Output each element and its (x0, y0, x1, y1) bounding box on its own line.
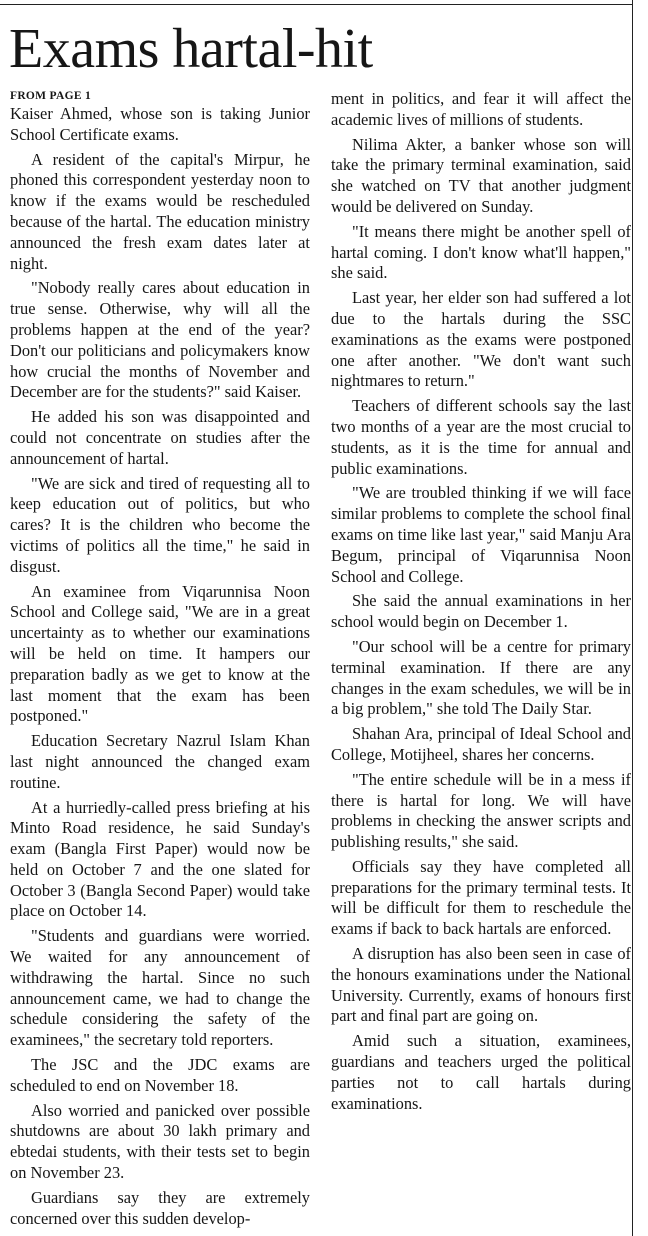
paragraph: He added his son was disappointed and could not concentrate on studies after the announcement of hartal. (10, 407, 310, 468)
paragraph: Kaiser Ahmed, whose son is taking Junior School Certificate exams. (10, 104, 310, 144)
paragraph: Last year, her elder son had suffered a lot due to the hartals during the SSC examinations as the exams were postponed one after another. "We don't want such nightmares to return." (331, 288, 631, 391)
paragraph: Officials say they have completed all preparations for the primary terminal tests. It will be difficult for them to reschedule the exams if back to back hartals are enforced. (331, 856, 631, 939)
paragraph: At a hurriedly-called press briefing at his Minto Road residence, he said Sunday's exam (Bangla First Paper) would now be held on October 7 and the one slated for October 3 (Bangla Second Paper) would take place on October 14. (10, 797, 310, 921)
paragraph: The JSC and the JDC exams are scheduled to end on November 18. (10, 1055, 310, 1095)
column-border-rule (632, 0, 633, 1236)
paragraph: "Students and guardians were worried. We waited for any announcement of withdrawing the hartal. Since no such announcement came, we had to change the schedule considering the safety of the examinees," the secretary told reporters. (10, 926, 310, 1050)
article-column-left (10, 89, 310, 1233)
paragraph: "Our school will be a centre for primary terminal examination. If there are any changes in the exam schedules, we will be in a big problem," she told The Daily Star. (331, 636, 631, 719)
paragraph: Amid such a situation, examinees, guardians and teachers urged the political parties not to call hartals during examinations. (331, 1031, 631, 1113)
paragraph: Nilima Akter, a banker whose son will take the primary terminal examination, said she watched on TV that another judgment would be delivered on Sunday. (331, 134, 631, 216)
paragraph-continued: Guardians say they are extremely concerned over this sudden develop- (10, 1187, 310, 1228)
paragraph: An examinee from Viqarunnisa Noon School and College said, "We are in a great uncertainty as to whether our examinations will be held on time. It hampers our preparation badly as we get to know at the last moment that the exam has been postponed." (10, 581, 310, 726)
paragraph: Teachers of different schools say the last two months of a year are the most crucial to students, as it is the time for annual and public examinations. (331, 396, 631, 478)
paragraph: A disruption has also been seen in case of the honours examinations under the National University. Currently, exams of honours first part and final part are going on. (331, 944, 631, 1026)
paragraph: She said the annual examinations in her school would begin on December 1. (331, 591, 631, 632)
headline: Exams hartal-hit (9, 18, 373, 80)
top-border-rule (0, 4, 632, 5)
article-column-right (331, 89, 631, 1118)
paragraph: Also worried and panicked over possible shutdowns are about 30 lakh primary and ebtedai students, with their tests set to begin on November 23. (10, 1100, 310, 1183)
dateline: FROM PAGE 1 (10, 90, 92, 102)
paragraph: "Nobody really cares about education in true sense. Otherwise, why will all the problems happen at the end of the year? Don't our politicians and policymakers know how crucial the months of November and December are for the students?" said Kaiser. (10, 278, 310, 402)
paragraph: "The entire schedule will be in a mess if there is hartal for long. We will have problems in checking the answer scripts and publishing results," she said. (331, 769, 631, 852)
paragraph: "It means there might be another spell of hartal coming. I don't know what'll happen," she said. (331, 221, 631, 283)
paragraph-continuation: ment in politics, and fear it will affect the academic lives of millions of students. (331, 89, 631, 129)
paragraph: Education Secretary Nazrul Islam Khan last night announced the changed exam routine. (10, 731, 310, 792)
paragraph: A resident of the capital's Mirpur, he phoned this correspondent yesterday noon to know if the exams would be rescheduled because of the hartal. The education ministry announced the fresh exam dates later at night. (10, 149, 310, 273)
paragraph: "We are sick and tired of requesting all to keep education out of politics, but who cares? It is the children who become the victims of politics all the time," he said in disgust. (10, 473, 310, 576)
paragraph: Shahan Ara, principal of Ideal School and College, Motijheel, shares her concerns. (331, 724, 631, 764)
paragraph: "We are troubled thinking if we will face similar problems to complete the school final exams on time like last year," said Manju Ara Begum, principal of Viqarunnisa Noon School and College. (331, 483, 631, 586)
